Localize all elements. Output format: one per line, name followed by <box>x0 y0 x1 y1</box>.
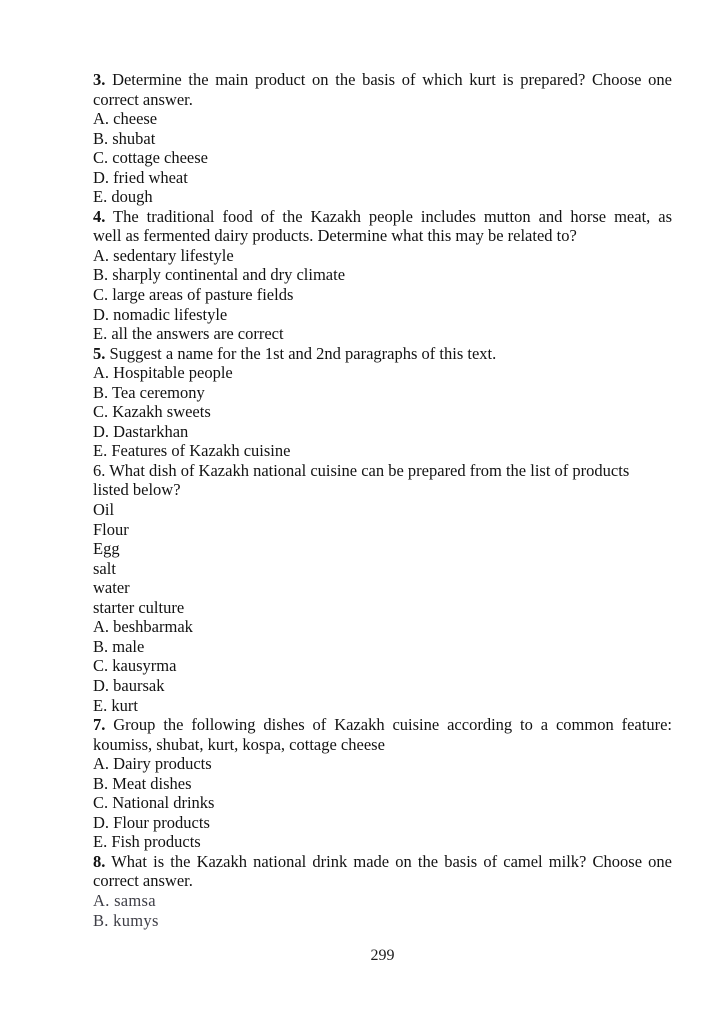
line-text: correct answer. <box>93 89 193 109</box>
text-line <box>93 402 672 422</box>
line-text: A. Hospitable people <box>93 363 233 383</box>
line-text: starter culture <box>93 597 185 617</box>
text-line <box>93 246 672 266</box>
line-text: B. male <box>93 636 145 656</box>
line-text: listed below? <box>93 480 181 500</box>
line-text: C. National drinks <box>93 793 215 813</box>
line-text: salt <box>93 558 116 578</box>
line-text: Group the following dishes of Kazakh cuisine according to a common feature: <box>105 715 672 735</box>
text-line <box>93 715 672 735</box>
text-line <box>93 207 672 227</box>
line-text: A. sedentary lifestyle <box>93 245 234 265</box>
text-line <box>93 559 672 579</box>
question-number: 7. <box>93 715 106 735</box>
text-line <box>93 852 672 872</box>
line-text: D. Dastarkhan <box>93 421 189 441</box>
text-line <box>93 265 672 285</box>
text-line <box>93 187 672 207</box>
text-line <box>93 480 672 500</box>
text-line <box>93 168 672 188</box>
text-line <box>93 539 672 559</box>
line-text: B. kumys <box>93 910 159 930</box>
text-line <box>93 656 672 676</box>
line-text: E. all the answers are correct <box>93 324 284 344</box>
text-line <box>93 696 672 716</box>
text-line <box>93 363 672 383</box>
line-text: D. baursak <box>93 675 165 695</box>
line-text: E. Features of Kazakh cuisine <box>93 441 291 461</box>
line-text: B. Meat dishes <box>93 773 192 793</box>
question-number: 8. <box>93 851 106 871</box>
text-line <box>93 813 672 833</box>
text-line <box>93 754 672 774</box>
text-line <box>93 520 672 540</box>
text-line <box>93 305 672 325</box>
text-line <box>93 637 672 657</box>
text-line <box>93 911 672 931</box>
line-text: Determine the main product on the basis of which kurt is prepared? Choose one <box>105 70 672 89</box>
text-line <box>93 383 672 403</box>
question-number: 5. <box>93 343 106 363</box>
line-text: E. kurt <box>93 695 138 715</box>
line-text: B. shubat <box>93 128 156 148</box>
line-text: C. large areas of pasture fields <box>93 285 294 305</box>
line-text: 6. What dish of Kazakh national cuisine can be prepared from the list of products <box>93 460 630 480</box>
text-line <box>93 891 672 911</box>
text-line <box>93 226 672 246</box>
text-line <box>93 774 672 794</box>
line-text: C. Kazakh sweets <box>93 402 211 422</box>
question-number: 3. <box>93 70 106 89</box>
text-line <box>93 70 672 90</box>
question-number: 4. <box>93 206 106 226</box>
line-text: well as fermented dairy products. Determine what this may be related to? <box>93 226 577 246</box>
text-line <box>93 871 672 891</box>
line-text: D. fried wheat <box>93 167 188 187</box>
line-text: B. Tea ceremony <box>93 382 205 402</box>
line-text: A. samsa <box>93 890 156 910</box>
line-text: C. kausyrma <box>93 656 177 676</box>
text-line <box>93 832 672 852</box>
line-text: correct answer. <box>93 871 193 891</box>
text-line <box>93 129 672 149</box>
line-text: Suggest a name for the 1st and 2nd paragraphs of this text. <box>105 343 497 363</box>
line-text: D. nomadic lifestyle <box>93 304 228 324</box>
line-text: A. beshbarmak <box>93 617 193 637</box>
question-text-block <box>93 70 672 930</box>
text-line <box>93 422 672 442</box>
line-text: Egg <box>93 539 120 559</box>
line-text: The traditional food of the Kazakh people includes mutton and horse meat, as <box>105 206 672 226</box>
line-text: D. Flour products <box>93 812 210 832</box>
text-line <box>93 500 672 520</box>
text-line <box>93 109 672 129</box>
text-line <box>93 148 672 168</box>
line-text: E. dough <box>93 187 153 207</box>
page-number: 299 <box>370 947 395 964</box>
line-text: Flour <box>93 519 129 539</box>
line-text: What is the Kazakh national drink made on the basis of camel milk? Choose one <box>105 851 672 871</box>
text-line <box>93 793 672 813</box>
line-text: C. cottage cheese <box>93 148 208 168</box>
text-line <box>93 90 672 110</box>
line-text: E. Fish products <box>93 832 201 852</box>
line-text: water <box>93 578 130 598</box>
text-line <box>93 617 672 637</box>
line-text: A. Dairy products <box>93 754 212 774</box>
line-text: A. cheese <box>93 109 158 129</box>
text-line <box>93 598 672 618</box>
text-line <box>93 344 672 364</box>
text-line <box>93 676 672 696</box>
text-line <box>93 578 672 598</box>
line-text: Oil <box>93 500 115 520</box>
text-line <box>93 735 672 755</box>
text-line <box>93 285 672 305</box>
text-line <box>93 461 672 481</box>
line-text: B. sharply continental and dry climate <box>93 265 346 285</box>
line-text: koumiss, shubat, kurt, kospa, cottage cheese <box>93 734 385 754</box>
text-line <box>93 324 672 344</box>
text-line <box>93 441 672 461</box>
